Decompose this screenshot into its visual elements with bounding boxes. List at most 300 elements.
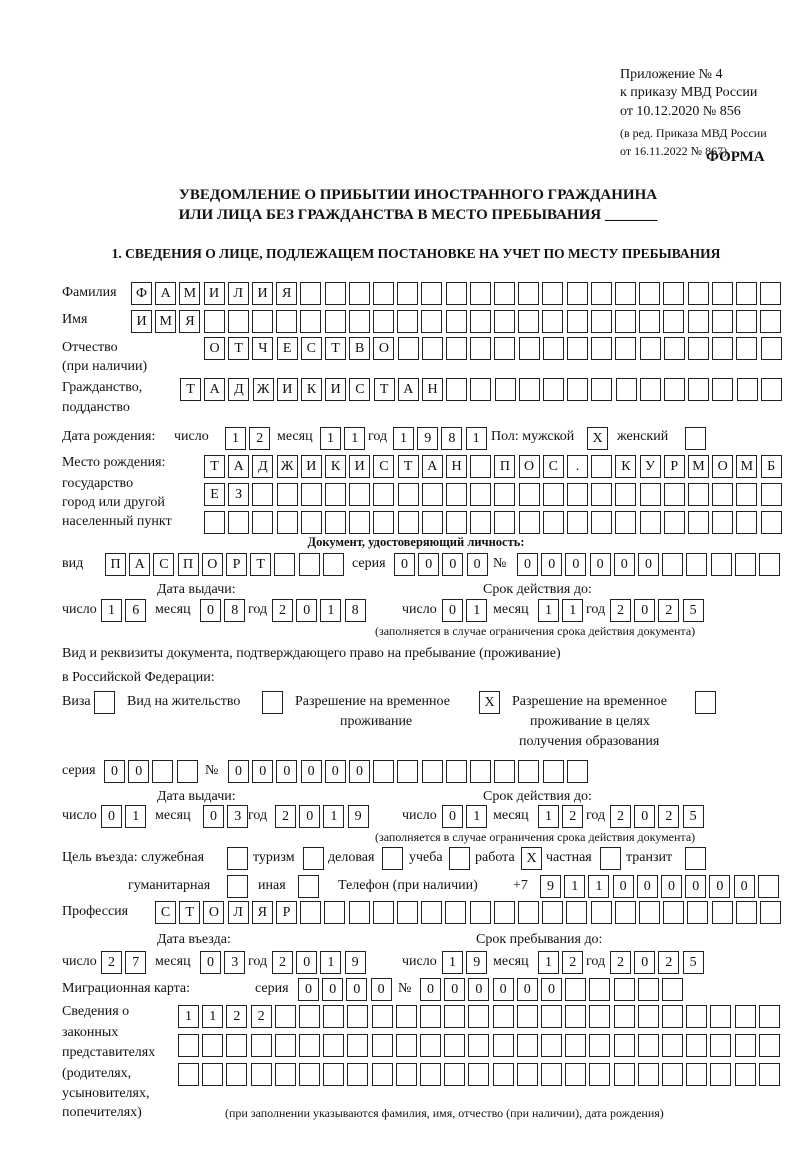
char-box[interactable]: 5 xyxy=(683,805,704,828)
char-box[interactable] xyxy=(177,760,198,783)
char-box[interactable] xyxy=(710,1063,731,1086)
char-box[interactable] xyxy=(760,282,781,305)
char-box[interactable]: 0 xyxy=(442,599,463,622)
char-box[interactable]: 8 xyxy=(224,599,245,622)
char-box[interactable] xyxy=(517,1034,538,1057)
char-box[interactable] xyxy=(517,1005,538,1028)
char-box[interactable] xyxy=(591,310,612,333)
checkbox[interactable] xyxy=(600,847,621,870)
char-box[interactable] xyxy=(444,1034,465,1057)
char-box[interactable] xyxy=(565,1063,586,1086)
char-box[interactable] xyxy=(468,1034,489,1057)
char-box[interactable] xyxy=(591,483,612,506)
char-box[interactable] xyxy=(664,337,685,360)
char-box[interactable] xyxy=(591,378,612,401)
char-box[interactable]: 0 xyxy=(541,978,562,1001)
char-box[interactable] xyxy=(226,1034,247,1057)
char-box[interactable] xyxy=(543,337,564,360)
char-box[interactable] xyxy=(759,1063,780,1086)
char-box[interactable] xyxy=(299,1005,320,1028)
char-box[interactable] xyxy=(761,337,782,360)
char-box[interactable] xyxy=(252,511,273,534)
char-box[interactable]: 3 xyxy=(224,951,245,974)
char-box[interactable] xyxy=(615,901,636,924)
char-box[interactable] xyxy=(420,1063,441,1086)
char-box[interactable] xyxy=(421,901,442,924)
char-box[interactable] xyxy=(347,1005,368,1028)
char-box[interactable] xyxy=(616,378,637,401)
char-box[interactable] xyxy=(372,1063,393,1086)
char-box[interactable]: Т xyxy=(325,337,346,360)
char-box[interactable]: 2 xyxy=(272,951,293,974)
char-box[interactable]: С xyxy=(153,553,174,576)
char-box[interactable] xyxy=(760,310,781,333)
char-box[interactable] xyxy=(494,282,515,305)
char-box[interactable] xyxy=(736,483,757,506)
char-box[interactable] xyxy=(640,483,661,506)
char-box[interactable] xyxy=(300,310,321,333)
checkbox[interactable] xyxy=(685,847,706,870)
char-box[interactable]: 0 xyxy=(298,978,319,1001)
char-box[interactable]: О xyxy=(519,455,540,478)
char-box[interactable] xyxy=(493,1034,514,1057)
char-box[interactable] xyxy=(373,282,394,305)
char-box[interactable]: 1 xyxy=(225,427,246,450)
char-box[interactable]: 1 xyxy=(125,805,146,828)
char-box[interactable] xyxy=(735,1034,756,1057)
char-box[interactable] xyxy=(736,511,757,534)
char-box[interactable] xyxy=(591,511,612,534)
char-box[interactable]: 0 xyxy=(296,951,317,974)
char-box[interactable] xyxy=(228,511,249,534)
char-box[interactable] xyxy=(349,310,370,333)
char-box[interactable]: 0 xyxy=(634,805,655,828)
char-box[interactable] xyxy=(639,282,660,305)
char-box[interactable]: 1 xyxy=(538,951,559,974)
char-box[interactable]: 1 xyxy=(178,1005,199,1028)
char-box[interactable]: 2 xyxy=(272,599,293,622)
char-box[interactable] xyxy=(589,978,610,1001)
char-box[interactable]: 0 xyxy=(709,875,730,898)
char-box[interactable]: Т xyxy=(374,378,395,401)
char-box[interactable] xyxy=(614,1005,635,1028)
char-box[interactable]: 2 xyxy=(101,951,122,974)
char-box[interactable]: 0 xyxy=(517,978,538,1001)
char-box[interactable]: П xyxy=(494,455,515,478)
char-box[interactable]: 2 xyxy=(226,1005,247,1028)
char-box[interactable] xyxy=(519,337,540,360)
char-box[interactable]: Я xyxy=(252,901,273,924)
char-box[interactable]: Ж xyxy=(253,378,274,401)
char-box[interactable]: 0 xyxy=(299,805,320,828)
char-box[interactable] xyxy=(688,483,709,506)
char-box[interactable] xyxy=(445,901,466,924)
char-box[interactable]: 1 xyxy=(564,875,585,898)
char-box[interactable] xyxy=(204,511,225,534)
char-box[interactable]: 0 xyxy=(128,760,149,783)
char-box[interactable] xyxy=(277,511,298,534)
char-box[interactable] xyxy=(639,901,660,924)
char-box[interactable] xyxy=(566,901,587,924)
char-box[interactable] xyxy=(759,553,780,576)
char-box[interactable]: О xyxy=(712,455,733,478)
char-box[interactable] xyxy=(325,483,346,506)
char-box[interactable] xyxy=(712,511,733,534)
char-box[interactable] xyxy=(591,337,612,360)
char-box[interactable] xyxy=(542,310,563,333)
char-box[interactable]: 9 xyxy=(348,805,369,828)
char-box[interactable] xyxy=(301,511,322,534)
char-box[interactable]: К xyxy=(325,455,346,478)
char-box[interactable] xyxy=(276,310,297,333)
char-box[interactable] xyxy=(736,282,757,305)
char-box[interactable] xyxy=(567,310,588,333)
char-box[interactable]: 0 xyxy=(325,760,346,783)
char-box[interactable]: 0 xyxy=(418,553,439,576)
char-box[interactable] xyxy=(373,511,394,534)
char-box[interactable]: Т xyxy=(204,455,225,478)
char-box[interactable] xyxy=(398,483,419,506)
char-box[interactable] xyxy=(494,337,515,360)
char-box[interactable] xyxy=(735,1063,756,1086)
char-box[interactable]: Д xyxy=(252,455,273,478)
char-box[interactable] xyxy=(444,1063,465,1086)
char-box[interactable] xyxy=(300,901,321,924)
char-box[interactable]: И xyxy=(301,455,322,478)
char-box[interactable] xyxy=(688,511,709,534)
char-box[interactable] xyxy=(615,282,636,305)
char-box[interactable] xyxy=(397,310,418,333)
char-box[interactable]: 0 xyxy=(394,553,415,576)
char-box[interactable]: 0 xyxy=(468,978,489,1001)
checkbox[interactable] xyxy=(298,875,319,898)
char-box[interactable]: 1 xyxy=(588,875,609,898)
char-box[interactable]: Ч xyxy=(252,337,273,360)
char-box[interactable] xyxy=(444,1005,465,1028)
char-box[interactable]: И xyxy=(204,282,225,305)
char-box[interactable] xyxy=(567,483,588,506)
char-box[interactable] xyxy=(664,511,685,534)
char-box[interactable] xyxy=(373,760,394,783)
char-box[interactable] xyxy=(589,1005,610,1028)
char-box[interactable]: 1 xyxy=(202,1005,223,1028)
char-box[interactable] xyxy=(735,553,756,576)
char-box[interactable] xyxy=(640,378,661,401)
char-box[interactable]: 2 xyxy=(610,599,631,622)
char-box[interactable] xyxy=(519,483,540,506)
char-box[interactable]: И xyxy=(349,455,370,478)
char-box[interactable] xyxy=(275,1034,296,1057)
char-box[interactable] xyxy=(736,337,757,360)
char-box[interactable] xyxy=(349,901,370,924)
char-box[interactable] xyxy=(638,978,659,1001)
char-box[interactable] xyxy=(640,337,661,360)
char-box[interactable] xyxy=(299,1034,320,1057)
char-box[interactable] xyxy=(470,310,491,333)
char-box[interactable]: 9 xyxy=(417,427,438,450)
char-box[interactable] xyxy=(420,1005,441,1028)
char-box[interactable]: О xyxy=(204,337,225,360)
char-box[interactable]: С xyxy=(543,455,564,478)
char-box[interactable]: 2 xyxy=(658,951,679,974)
char-box[interactable] xyxy=(761,511,782,534)
char-box[interactable] xyxy=(275,1005,296,1028)
char-box[interactable]: З xyxy=(228,483,249,506)
char-box[interactable]: 8 xyxy=(345,599,366,622)
char-box[interactable] xyxy=(591,901,612,924)
char-box[interactable]: 0 xyxy=(613,875,634,898)
char-box[interactable] xyxy=(541,1034,562,1057)
char-box[interactable] xyxy=(178,1034,199,1057)
char-box[interactable] xyxy=(495,378,516,401)
char-box[interactable] xyxy=(396,1063,417,1086)
char-box[interactable]: 0 xyxy=(517,553,538,576)
char-box[interactable] xyxy=(712,337,733,360)
char-box[interactable]: 2 xyxy=(251,1005,272,1028)
char-box[interactable]: М xyxy=(155,310,176,333)
char-box[interactable]: 0 xyxy=(276,760,297,783)
char-box[interactable] xyxy=(615,310,636,333)
char-box[interactable] xyxy=(323,553,344,576)
char-box[interactable] xyxy=(640,511,661,534)
char-box[interactable] xyxy=(446,378,467,401)
char-box[interactable]: Т xyxy=(398,455,419,478)
char-box[interactable] xyxy=(543,511,564,534)
char-box[interactable] xyxy=(711,553,732,576)
char-box[interactable] xyxy=(252,483,273,506)
char-box[interactable] xyxy=(470,337,491,360)
char-box[interactable] xyxy=(591,282,612,305)
char-box[interactable] xyxy=(446,310,467,333)
char-box[interactable] xyxy=(519,378,540,401)
char-box[interactable] xyxy=(712,483,733,506)
checkbox[interactable] xyxy=(262,691,283,714)
char-box[interactable]: Р xyxy=(664,455,685,478)
char-box[interactable] xyxy=(446,483,467,506)
char-box[interactable]: 5 xyxy=(683,951,704,974)
char-box[interactable]: В xyxy=(349,337,370,360)
char-box[interactable]: 0 xyxy=(661,875,682,898)
char-box[interactable] xyxy=(710,1005,731,1028)
char-box[interactable] xyxy=(686,1063,707,1086)
char-box[interactable]: Ж xyxy=(277,455,298,478)
char-box[interactable] xyxy=(662,1034,683,1057)
char-box[interactable] xyxy=(712,310,733,333)
char-box[interactable] xyxy=(712,378,733,401)
char-box[interactable] xyxy=(494,310,515,333)
char-box[interactable] xyxy=(299,553,320,576)
char-box[interactable] xyxy=(736,901,757,924)
char-box[interactable] xyxy=(325,282,346,305)
char-box[interactable] xyxy=(470,901,491,924)
checkbox[interactable]: X xyxy=(587,427,608,450)
char-box[interactable]: 2 xyxy=(658,599,679,622)
checkbox[interactable] xyxy=(449,847,470,870)
char-box[interactable]: П xyxy=(178,553,199,576)
char-box[interactable]: К xyxy=(301,378,322,401)
char-box[interactable] xyxy=(517,1063,538,1086)
char-box[interactable]: 1 xyxy=(466,805,487,828)
char-box[interactable]: А xyxy=(422,455,443,478)
char-box[interactable] xyxy=(567,282,588,305)
char-box[interactable]: 0 xyxy=(734,875,755,898)
char-box[interactable] xyxy=(567,511,588,534)
char-box[interactable]: И xyxy=(325,378,346,401)
char-box[interactable] xyxy=(396,1005,417,1028)
char-box[interactable] xyxy=(688,310,709,333)
char-box[interactable] xyxy=(420,1034,441,1057)
char-box[interactable] xyxy=(274,553,295,576)
char-box[interactable]: 0 xyxy=(614,553,635,576)
char-box[interactable]: 1 xyxy=(320,427,341,450)
char-box[interactable] xyxy=(614,1034,635,1057)
char-box[interactable]: Р xyxy=(226,553,247,576)
char-box[interactable]: Е xyxy=(277,337,298,360)
char-box[interactable]: 1 xyxy=(344,427,365,450)
char-box[interactable] xyxy=(758,875,779,898)
char-box[interactable] xyxy=(373,310,394,333)
checkbox[interactable] xyxy=(227,847,248,870)
char-box[interactable]: 0 xyxy=(296,599,317,622)
char-box[interactable]: 0 xyxy=(590,553,611,576)
char-box[interactable] xyxy=(422,511,443,534)
char-box[interactable]: Л xyxy=(228,901,249,924)
char-box[interactable] xyxy=(663,310,684,333)
char-box[interactable]: У xyxy=(640,455,661,478)
char-box[interactable] xyxy=(565,978,586,1001)
char-box[interactable]: 0 xyxy=(349,760,370,783)
char-box[interactable]: 0 xyxy=(420,978,441,1001)
char-box[interactable]: 2 xyxy=(275,805,296,828)
char-box[interactable] xyxy=(615,483,636,506)
char-box[interactable] xyxy=(662,553,683,576)
checkbox[interactable] xyxy=(303,847,324,870)
char-box[interactable] xyxy=(662,1005,683,1028)
char-box[interactable] xyxy=(323,1005,344,1028)
char-box[interactable] xyxy=(493,1005,514,1028)
char-box[interactable]: 2 xyxy=(562,805,583,828)
char-box[interactable]: 0 xyxy=(322,978,343,1001)
char-box[interactable]: О xyxy=(373,337,394,360)
char-box[interactable] xyxy=(324,901,345,924)
char-box[interactable] xyxy=(204,310,225,333)
char-box[interactable] xyxy=(518,760,539,783)
char-box[interactable]: С xyxy=(155,901,176,924)
char-box[interactable]: Ф xyxy=(131,282,152,305)
char-box[interactable] xyxy=(638,1063,659,1086)
char-box[interactable] xyxy=(398,337,419,360)
char-box[interactable] xyxy=(663,901,684,924)
char-box[interactable] xyxy=(615,511,636,534)
char-box[interactable]: 0 xyxy=(493,978,514,1001)
char-box[interactable]: С xyxy=(373,455,394,478)
char-box[interactable]: Т xyxy=(228,337,249,360)
checkbox[interactable]: X xyxy=(479,691,500,714)
char-box[interactable] xyxy=(202,1063,223,1086)
checkbox[interactable] xyxy=(382,847,403,870)
char-box[interactable] xyxy=(589,1034,610,1057)
char-box[interactable]: Е xyxy=(204,483,225,506)
char-box[interactable]: 7 xyxy=(125,951,146,974)
char-box[interactable] xyxy=(759,1005,780,1028)
char-box[interactable] xyxy=(688,337,709,360)
char-box[interactable] xyxy=(275,1063,296,1086)
char-box[interactable] xyxy=(518,282,539,305)
char-box[interactable]: Т xyxy=(250,553,271,576)
char-box[interactable]: 9 xyxy=(345,951,366,974)
checkbox[interactable] xyxy=(685,427,706,450)
char-box[interactable] xyxy=(686,1034,707,1057)
char-box[interactable]: И xyxy=(252,282,273,305)
char-box[interactable] xyxy=(565,1005,586,1028)
char-box[interactable] xyxy=(494,901,515,924)
char-box[interactable] xyxy=(761,378,782,401)
char-box[interactable]: 1 xyxy=(538,599,559,622)
char-box[interactable]: 1 xyxy=(466,599,487,622)
char-box[interactable] xyxy=(518,901,539,924)
char-box[interactable] xyxy=(663,282,684,305)
char-box[interactable]: 9 xyxy=(466,951,487,974)
char-box[interactable] xyxy=(760,901,781,924)
char-box[interactable] xyxy=(710,1034,731,1057)
char-box[interactable] xyxy=(470,455,491,478)
char-box[interactable]: Н xyxy=(422,378,443,401)
char-box[interactable] xyxy=(325,310,346,333)
char-box[interactable] xyxy=(446,282,467,305)
char-box[interactable] xyxy=(422,483,443,506)
char-box[interactable] xyxy=(686,1005,707,1028)
char-box[interactable] xyxy=(323,1063,344,1086)
char-box[interactable]: 0 xyxy=(252,760,273,783)
char-box[interactable]: О xyxy=(203,901,224,924)
char-box[interactable]: П xyxy=(105,553,126,576)
char-box[interactable] xyxy=(662,1063,683,1086)
char-box[interactable]: 0 xyxy=(637,875,658,898)
char-box[interactable] xyxy=(735,1005,756,1028)
char-box[interactable]: 0 xyxy=(565,553,586,576)
char-box[interactable]: И xyxy=(131,310,152,333)
char-box[interactable]: Б xyxy=(761,455,782,478)
char-box[interactable] xyxy=(688,378,709,401)
char-box[interactable] xyxy=(664,378,685,401)
char-box[interactable]: 1 xyxy=(442,951,463,974)
char-box[interactable]: 2 xyxy=(658,805,679,828)
char-box[interactable] xyxy=(664,483,685,506)
char-box[interactable]: 0 xyxy=(200,599,221,622)
char-box[interactable]: А xyxy=(228,455,249,478)
char-box[interactable]: 1 xyxy=(538,805,559,828)
char-box[interactable] xyxy=(446,337,467,360)
char-box[interactable] xyxy=(300,282,321,305)
char-box[interactable] xyxy=(349,483,370,506)
char-box[interactable] xyxy=(638,1005,659,1028)
char-box[interactable]: 0 xyxy=(346,978,367,1001)
checkbox[interactable]: X xyxy=(521,847,542,870)
char-box[interactable]: 2 xyxy=(562,951,583,974)
char-box[interactable]: 0 xyxy=(634,951,655,974)
char-box[interactable]: 2 xyxy=(610,951,631,974)
char-box[interactable] xyxy=(589,1063,610,1086)
char-box[interactable] xyxy=(152,760,173,783)
char-box[interactable]: А xyxy=(398,378,419,401)
char-box[interactable] xyxy=(347,1063,368,1086)
char-box[interactable] xyxy=(638,1034,659,1057)
char-box[interactable]: 0 xyxy=(444,978,465,1001)
char-box[interactable] xyxy=(446,760,467,783)
char-box[interactable]: 9 xyxy=(540,875,561,898)
char-box[interactable] xyxy=(422,760,443,783)
char-box[interactable] xyxy=(396,1034,417,1057)
